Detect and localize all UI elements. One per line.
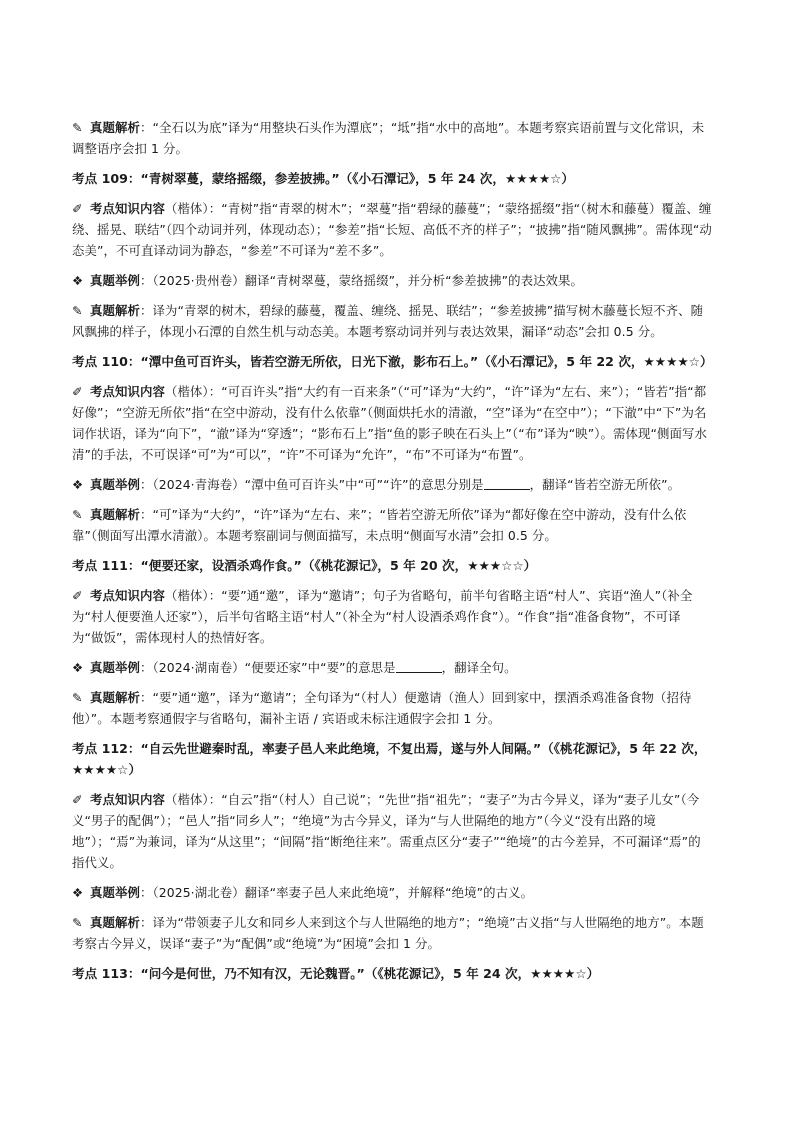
analysis-label: 真题解析 [90, 507, 140, 522]
document-page [72, 117, 712, 993]
kaodian-heading: 考点 112：“自云先世避秦时乱，率妻子邑人来此绝境，不复出焉，遂与外人间隔。”（《桃花源记》，5 年 22 次，★★★★☆） [72, 741, 707, 777]
example-text: ：（2025·湖北卷）翻译“率妻子邑人来此绝境”，并解释“绝境”的古义。 [139, 885, 534, 900]
analysis-text: ：译为“青翠的树木，碧绿的藤蔓，覆盖、缠绕、摇晃、联结”；“参差披拂”描写树木藤蔓长短不齐、随风飘拂的样子，体现小石潭的自然生机与动态美。本题考察动词并列与表达效果，漏译“动态”会扣 0.5 分。 [72, 303, 704, 339]
example-paragraph [72, 882, 712, 903]
example-paragraph [72, 657, 712, 678]
knowledge-paragraph [72, 585, 712, 648]
analysis-paragraph [72, 912, 712, 954]
analysis-paragraph [72, 687, 712, 729]
example-text-tail: ，翻译全句。 [441, 660, 517, 675]
analysis-text: ：“可”译为“大约”，“许”译为“左右、来”；“皆若空游无所依”译为“都好像在空中游动，没有什么依靠”（侧面写出潭水清澈）。本题考察副词与侧面描写，未点明“侧面写水清”会扣 0.5 分。 [72, 507, 687, 543]
diamond-bullet-icon: ❖ [72, 477, 84, 492]
example-label: 真题举例 [90, 660, 140, 675]
pencil-icon: ✎ [72, 507, 83, 522]
diamond-bullet-icon: ❖ [72, 273, 84, 288]
example-text-tail: ，翻译“皆若空游无所依”。 [529, 477, 681, 492]
crayon-icon: ✐ [72, 201, 83, 216]
knowledge-paragraph [72, 789, 712, 873]
analysis-text: ：“要”通“邀”，译为“邀请”；全句译为“（村人）便邀请（渔人）回到家中，摆酒杀鸡准备食物（招待他）”。本题考察通假字与省略句，漏补主语 / 宾语或未标注通假字会扣 1 分。 [72, 690, 692, 726]
pencil-icon: ✎ [72, 120, 83, 135]
knowledge-paragraph [72, 381, 712, 465]
analysis-label: 真题解析 [90, 690, 140, 705]
analysis-text: ：“全石以为底”译为“用整块石头作为潭底”；“坻”指“水中的高地”。本题考察宾语前置与文化常识，未调整语序会扣 1 分。 [72, 120, 705, 156]
example-label: 真题举例 [90, 477, 140, 492]
kaodian-heading: 考点 113：“问今是何世，乃不知有汉，无论魏晋。”（《桃花源记》，5 年 24 次，★★★★☆） [72, 966, 600, 981]
pencil-icon: ✎ [72, 690, 83, 705]
knowledge-text: （楷体）：“自云”指“（村人）自己说”；“先世”指“祖先”；“妻子”为古今异义，译为“妻子儿女”（今义“男子的配偶”）；“邑人”指“同乡人”；“绝境”为古今异义，译为“与人世隔绝的地方”（今义“没有出路的境地”）；“焉”为兼词，译为“从这里”；“间隔”指“断绝往来”。需重点区分“妻子”“绝境”的古今差异，不可漏译“焉”的指代义。 [72, 792, 701, 870]
example-label: 真题举例 [90, 273, 140, 288]
analysis-label: 真题解析 [90, 303, 140, 318]
kaodian-heading: 考点 110：“潭中鱼可百许头，皆若空游无所依，日光下澈，影布石上。”（《小石潭记》，5 年 22 次，★★★★☆） [72, 354, 713, 369]
answer-blank [396, 660, 442, 673]
answer-blank [484, 477, 530, 490]
knowledge-label: 考点知识内容 [90, 792, 165, 807]
pencil-icon: ✎ [72, 303, 83, 318]
analysis-paragraph [72, 300, 712, 342]
crayon-icon: ✐ [72, 384, 83, 399]
knowledge-label: 考点知识内容 [90, 588, 165, 603]
example-paragraph [72, 270, 712, 291]
analysis-text: ：译为“带领妻子儿女和同乡人来到这个与人世隔绝的地方”；“绝境”古义指“与人世隔绝的地方”。本题考察古今异义，误译“妻子”为“配偶”或“绝境”为“困境”会扣 1 分。 [72, 915, 704, 951]
kaodian-heading: 考点 109：“青树翠蔓，蒙络摇缀，参差披拂。”（《小石潭记》，5 年 24 次，★★★★☆） [72, 171, 575, 186]
kaodian-heading: 考点 111：“便要还家，设酒杀鸡作食。”（《桃花源记》，5 年 20 次，★★★☆☆） [72, 558, 537, 573]
example-text: ：（2025·贵州卷）翻译“青树翠蔓，蒙络摇缀”，并分析“参差披拂”的表达效果。 [139, 273, 584, 288]
example-label: 真题举例 [90, 885, 140, 900]
example-paragraph [72, 474, 712, 495]
diamond-bullet-icon: ❖ [72, 885, 84, 900]
knowledge-label: 考点知识内容 [90, 201, 165, 216]
pencil-icon: ✎ [72, 915, 83, 930]
example-text: ：（2024·湖南卷）“便要还家”中“要”的意思是 [139, 660, 396, 675]
knowledge-paragraph [72, 198, 712, 261]
analysis-paragraph [72, 504, 712, 546]
crayon-icon: ✐ [72, 792, 83, 807]
crayon-icon: ✐ [72, 588, 83, 603]
analysis-label: 真题解析 [90, 915, 140, 930]
knowledge-text: （楷体）：“要”通“邀”，译为“邀请”；句子为省略句，前半句省略主语“村人”、宾语“渔人”（补全为“村人便要渔人还家”），后半句省略主语“村人”（补全为“村人设酒杀鸡作食”）。“作食”指“准备食物”，不可译为“做饭”，需体现村人的热情好客。 [72, 588, 693, 645]
analysis-paragraph [72, 117, 712, 159]
knowledge-text: （楷体）：“可百许头”指“大约有一百来条”（“可”译为“大约”，“许”译为“左右、来”）；“皆若”指“都好像”；“空游无所依”指“在空中游动，没有什么依靠”（侧面烘托水的清澈，“空”译为“在空中”）；“下澈”中“下”为名词作状语，译为“向下”，“澈”译为“穿透”；“影布石上”指“鱼的影子映在石头上”（“布”译为“映”）。需体现“侧面写水清”的手法，不可误译“可”为“可以”，“许”不可译为“允许”，“布”不可译为“布置”。 [72, 384, 707, 462]
example-text: ：（2024·青海卷）“潭中鱼可百许头”中“可”“许”的意思分别是 [139, 477, 484, 492]
knowledge-text: （楷体）：“青树”指“青翠的树木”；“翠蔓”指“碧绿的藤蔓”；“蒙络摇缀”指“（树木和藤蔓）覆盖、缠绕、摇晃、联结”（四个动词并列，体现动态）；“参差”指“长短、高低不齐的样子”；“披拂”指“随风飘拂”。需体现“动态美”，不可直译动词为静态，“参差”不可译为“差不多”。 [72, 201, 712, 258]
knowledge-label: 考点知识内容 [90, 384, 165, 399]
diamond-bullet-icon: ❖ [72, 660, 84, 675]
analysis-label: 真题解析 [90, 120, 140, 135]
